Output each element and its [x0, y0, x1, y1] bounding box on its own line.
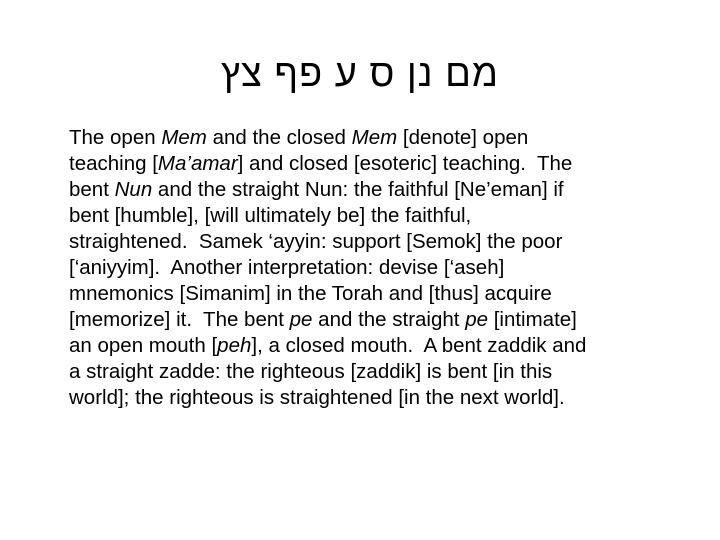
text-run: a straight zadde: the righteous [zaddik] is bent [in this — [69, 360, 553, 383]
text-run: mnemonics [Simanim] in the Torah and [thus] acquire — [69, 282, 552, 305]
body-line — [69, 151, 689, 177]
text-run: ] and closed [esoteric] teaching. The — [237, 152, 573, 175]
text-run: and the straight Nun: the faithful [Ne’eman] if — [152, 178, 564, 201]
body-line — [69, 125, 689, 151]
body-line — [69, 177, 689, 203]
body-line — [69, 281, 689, 307]
body-line — [69, 385, 689, 411]
italic-term: peh — [217, 334, 252, 357]
italic-term: pe — [289, 308, 313, 331]
body-line — [69, 359, 689, 385]
body-line — [69, 255, 689, 281]
body-line — [69, 333, 689, 359]
body-line — [69, 229, 689, 255]
text-run: [memorize] it. The bent — [69, 308, 290, 331]
italic-term: pe — [465, 308, 488, 331]
text-run: world]; the righteous is straightened [in the next world]. — [69, 386, 565, 409]
italic-term: Mem — [161, 126, 207, 149]
text-run: bent [humble], [will ultimately be] the faithful, — [69, 204, 472, 227]
text-run: an open mouth [ — [69, 334, 218, 357]
text-run: teaching [ — [69, 152, 158, 175]
text-run: [denote] open — [397, 126, 529, 149]
slide-title: מם נן ס ע פף צץ — [220, 53, 500, 95]
body-line — [69, 203, 689, 229]
text-run: straightened. Samek ‘ayyin: support [Semok] the poor — [69, 230, 563, 253]
text-run: The open — [69, 126, 162, 149]
text-run: and the straight — [312, 308, 466, 331]
body-text — [69, 125, 689, 411]
text-run: [‘aniyyim]. Another interpretation: devise [‘aseh] — [69, 256, 505, 279]
text-run: [intimate] — [488, 308, 577, 331]
text-run: ], a closed mouth. A bent zaddik and — [251, 334, 587, 357]
italic-term: Mem — [351, 126, 398, 149]
text-run: and the closed — [206, 126, 352, 149]
italic-term: Nun — [114, 178, 153, 201]
body-line — [69, 307, 689, 333]
italic-term: Ma’amar — [157, 152, 238, 175]
text-run: bent — [69, 178, 115, 201]
